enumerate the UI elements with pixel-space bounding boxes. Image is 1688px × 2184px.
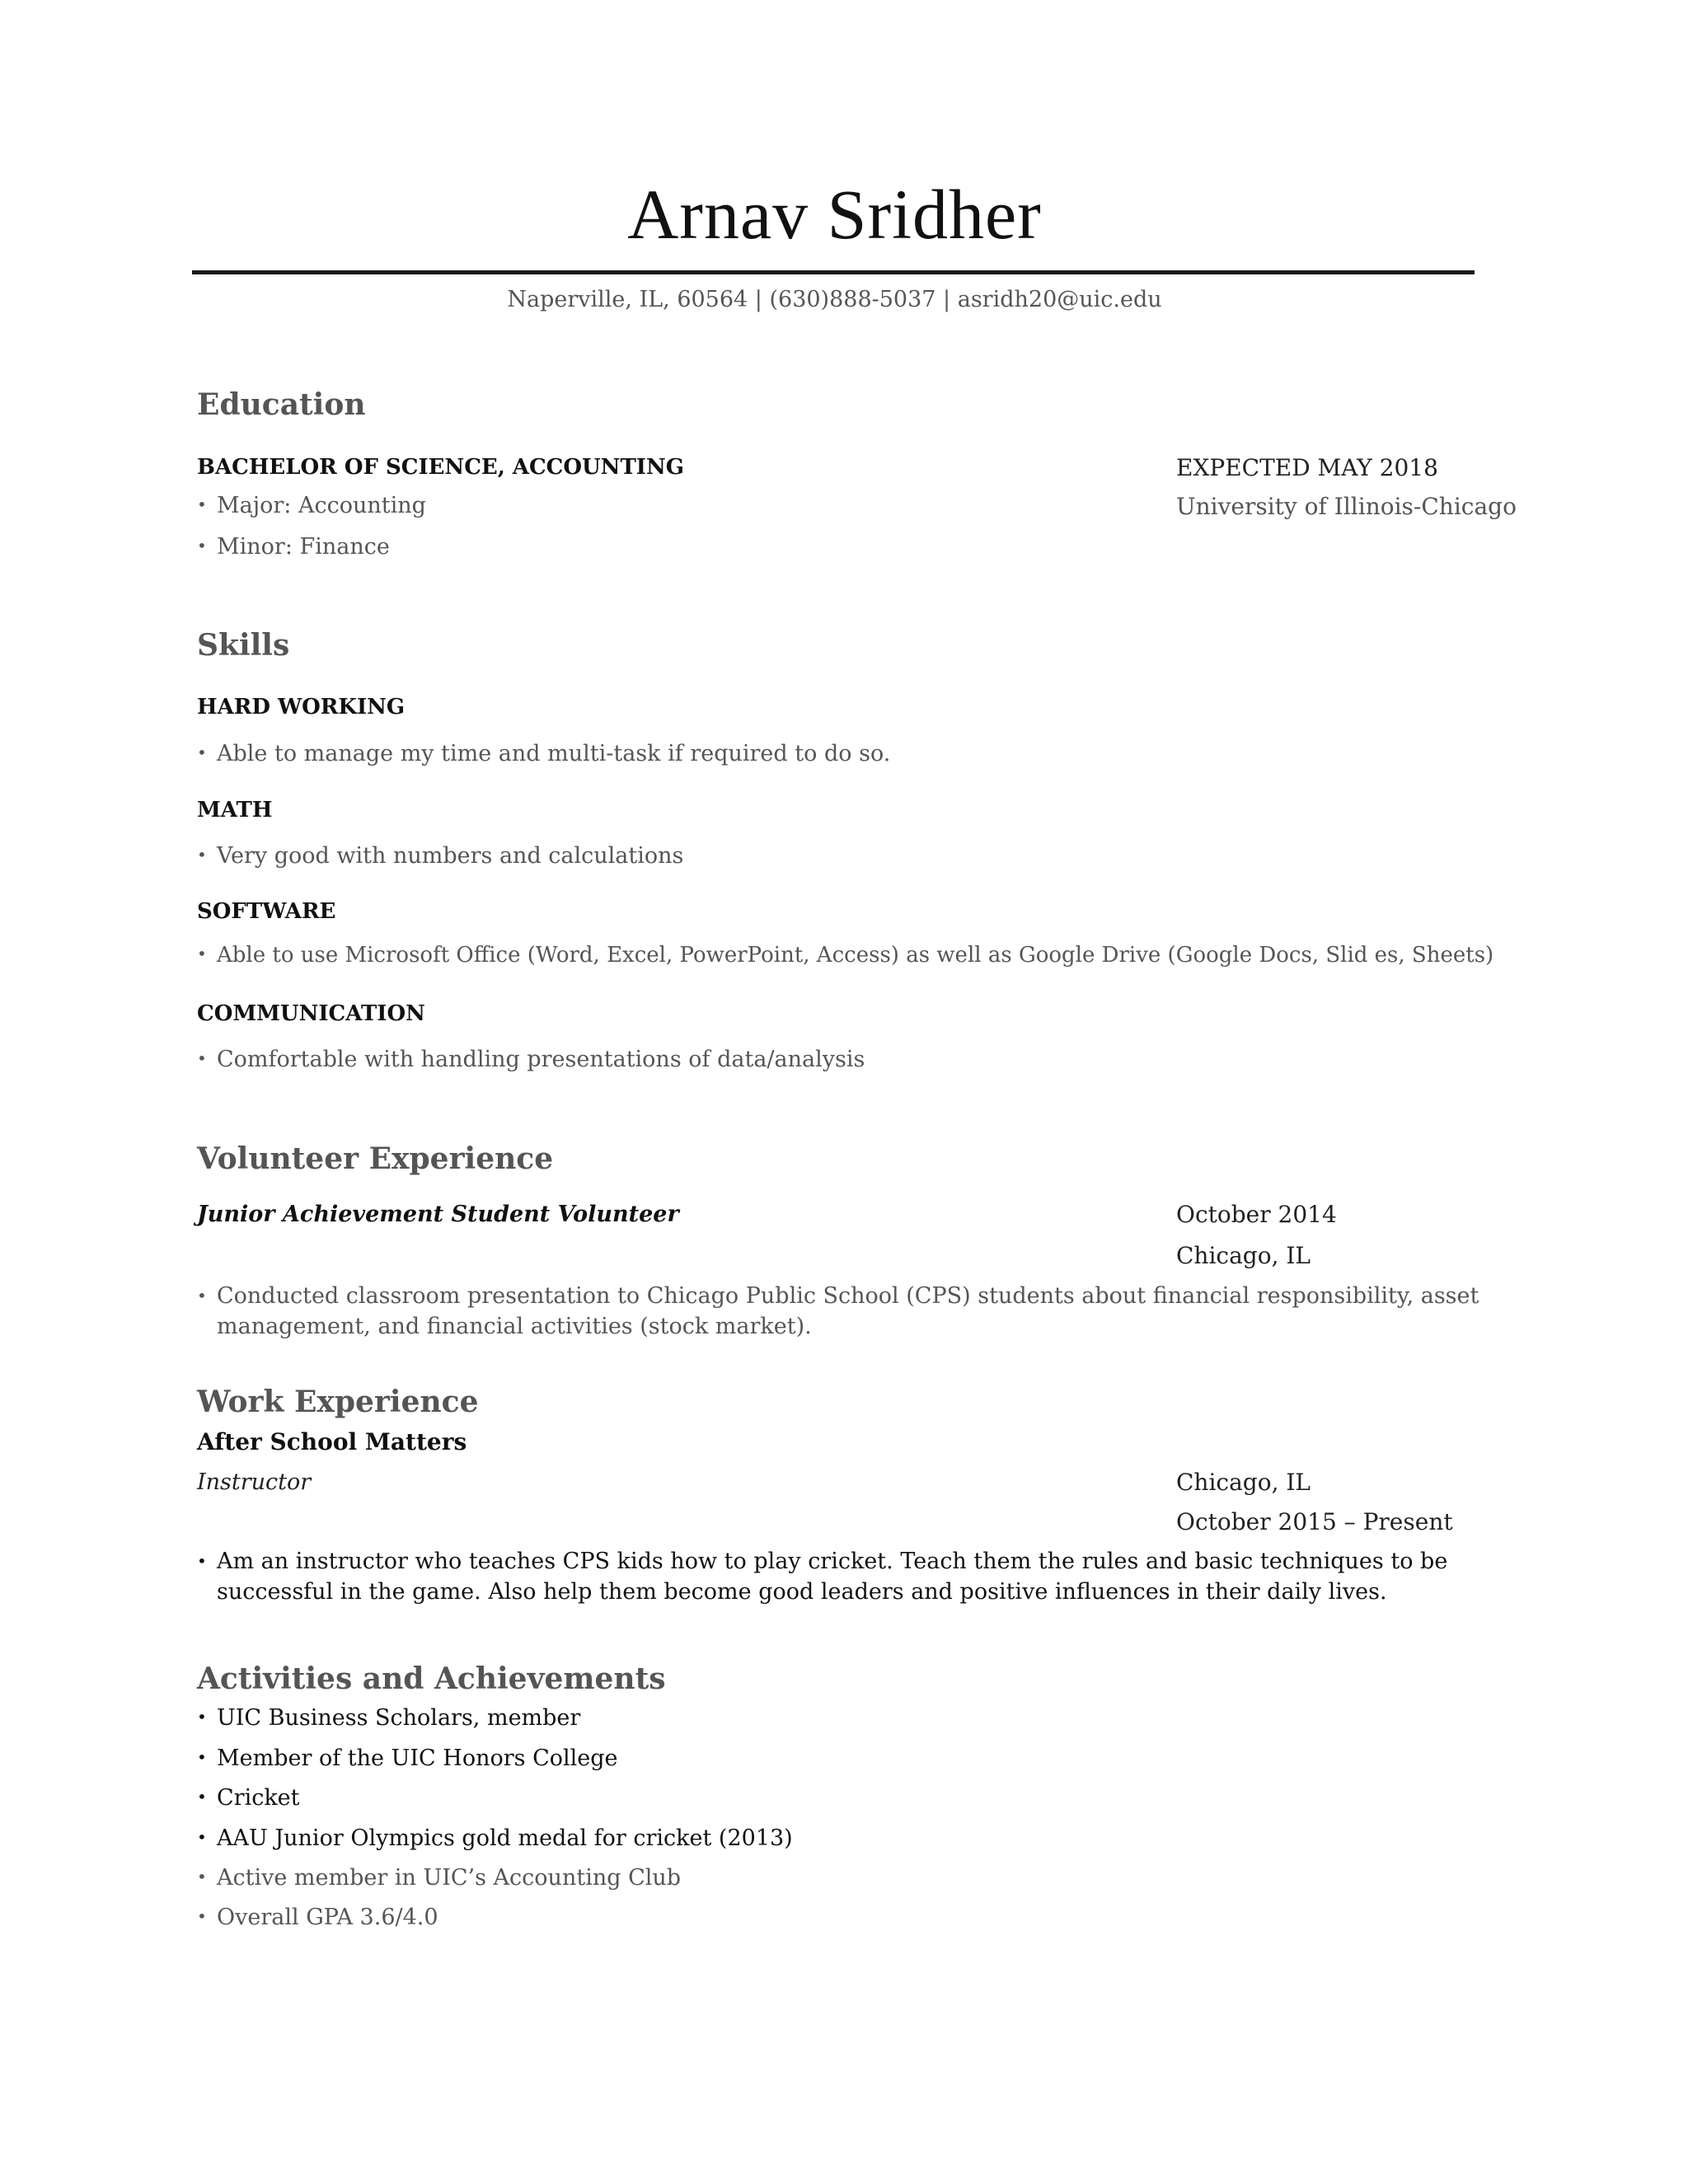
list-item: • Conducted classroom presentation to Chicago Public School (CPS) students about financial responsibility, asset management, and financial activities (stock market). (197, 1281, 1483, 1342)
bullet-icon: • (197, 1747, 207, 1767)
bullet-icon: • (197, 1867, 207, 1886)
bullet-icon: • (197, 1827, 207, 1847)
work-date: October 2015 – Present (1176, 1508, 1453, 1535)
list-item: • Comfortable with handling presentations of data/analysis (197, 1047, 865, 1072)
degree-title: BACHELOR OF SCIENCE, ACCOUNTING (197, 455, 684, 480)
volunteer-location: Chicago, IL (1176, 1242, 1311, 1269)
contact-info: Naperville, IL, 60564 | (630)888-5037 | asridh20@uic.edu (507, 287, 1162, 312)
bullet-icon: • (197, 845, 207, 865)
bullet-icon: • (197, 1551, 207, 1571)
list-item: • UIC Business Scholars, member (197, 1705, 581, 1731)
bullet-icon: • (197, 1906, 207, 1926)
list-item: • Minor: Finance (197, 534, 390, 560)
header-divider (192, 270, 1475, 274)
section-title-work: Work Experience (197, 1385, 479, 1419)
bullet-icon: • (197, 1048, 207, 1068)
skill-heading: MATH (197, 798, 273, 823)
bullet-icon: • (197, 743, 207, 762)
list-item: • Major: Accounting (197, 493, 426, 518)
list-item: • Active member in UIC’s Accounting Club (197, 1865, 682, 1891)
section-title-education: Education (197, 387, 366, 422)
list-item: • Overall GPA 3.6/4.0 (197, 1905, 438, 1930)
bullet-icon: • (197, 536, 207, 555)
degree-date: EXPECTED MAY 2018 (1176, 454, 1438, 481)
bullet-icon: • (197, 1286, 207, 1305)
school-name: University of Illinois-Chicago (1176, 493, 1517, 520)
volunteer-date: October 2014 (1176, 1201, 1337, 1228)
list-item: • Able to manage my time and multi-task if required to do so. (197, 741, 891, 766)
bullet-icon: • (197, 494, 207, 514)
list-item: • Very good with numbers and calculations (197, 843, 684, 869)
work-location: Chicago, IL (1176, 1469, 1311, 1496)
section-title-activities: Activities and Achievements (197, 1661, 666, 1696)
resume-name: Arnav Sridher (627, 175, 1042, 254)
skill-heading: HARD WORKING (197, 695, 406, 719)
skill-heading: SOFTWARE (197, 899, 336, 924)
list-item: • Am an instructor who teaches CPS kids how to play cricket. Teach them the rules and basic techniques to be successful in the game. Also help them become good leaders and positive influences in their daily lives. (197, 1546, 1483, 1607)
list-item: • Able to use Microsoft Office (Word, Excel, PowerPoint, Access) as well as Google Drive (Google Docs, Slid es, Sheets) (197, 943, 1494, 968)
work-organization: After School Matters (197, 1428, 467, 1455)
bullet-icon: • (197, 1787, 207, 1807)
section-title-volunteer: Volunteer Experience (197, 1141, 554, 1176)
skill-heading: COMMUNICATION (197, 1001, 425, 1026)
list-item: • Member of the UIC Honors College (197, 1746, 618, 1771)
list-item: • AAU Junior Olympics gold medal for cricket (2013) (197, 1825, 793, 1851)
volunteer-role: Junior Achievement Student Volunteer (197, 1202, 679, 1227)
work-role: Instructor (197, 1469, 312, 1495)
list-item: • Cricket (197, 1785, 300, 1811)
bullet-icon: • (197, 1707, 207, 1727)
bullet-icon: • (197, 944, 207, 963)
section-title-skills: Skills (197, 628, 290, 663)
